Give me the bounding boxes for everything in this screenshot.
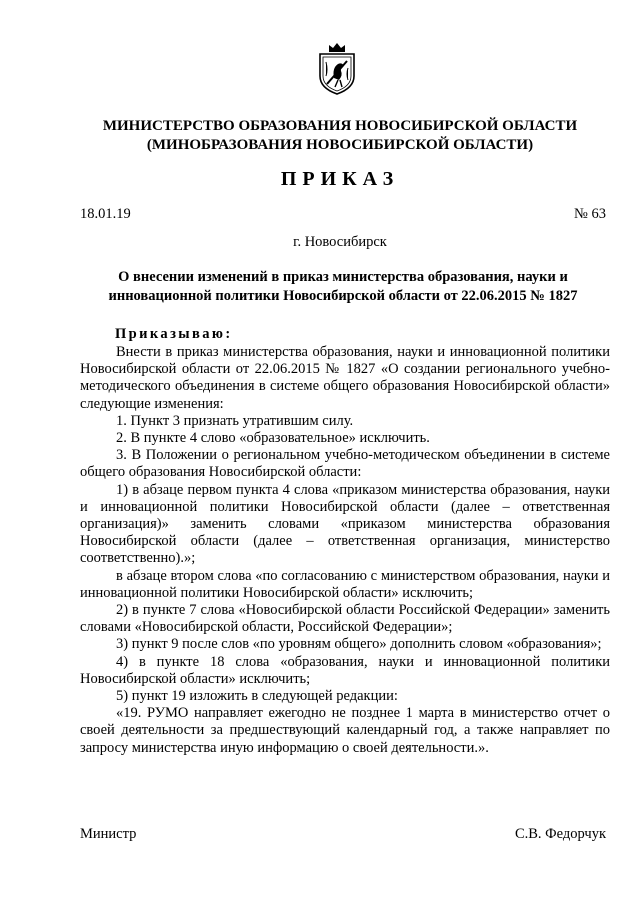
coat-of-arms-icon	[314, 40, 360, 96]
body-paragraph: Внести в приказ министерства образования, науки и инновационной политики Новосибирской области от 22.06.2015 № 1827 «О создании регионального учебно-методического объединения в системе общего образования Новосибирской области» следующие изменения:	[80, 344, 610, 412]
order-date: 18.01.19	[80, 206, 131, 222]
order-city: г. Новосибирск	[293, 234, 387, 250]
order-body	[80, 344, 610, 757]
order-number: № 63	[574, 206, 606, 222]
signer-role: Министр	[80, 826, 137, 842]
body-paragraph: 2. В пункте 4 слово «образовательное» исключить.	[116, 430, 430, 447]
body-paragraph: 4) в пункте 18 слова «образования, науки и инновационной политики Новосибирской области» исключить;	[80, 653, 610, 687]
body-paragraph: 1) в абзаце первом пункта 4 слова «приказом министерства образования, науки и инновационной политики Новосибирской области (далее – ответственная организация)» заменить словами «приказом министерства образования Новосибирской области (далее – ответственная организация, министерство соответственно).»;	[80, 481, 610, 567]
body-paragraph: 3) пункт 9 после слов «по уровням общего» дополнить словом «образования»;	[116, 636, 602, 653]
body-paragraph: 5) пункт 19 изложить в следующей редакции:	[116, 688, 398, 705]
body-paragraph: «19. РУМО направляет ежегодно не позднее 1 марта в министерство отчет о своей деятельности за предшествующий календарный год, а также направляет по запросу министерства иную информацию о своей деятельности.».	[80, 705, 610, 756]
body-paragraph: 1. Пункт 3 признать утратившим силу.	[116, 412, 354, 429]
order-word: Приказываю:	[115, 326, 233, 342]
signer-name: С.В. Федорчук	[514, 826, 606, 842]
body-paragraph: 3. В Положении о региональном учебно-методическом объединении в системе общего образования Новосибирской области:	[80, 447, 610, 481]
ministry-name: МИНИСТЕРСТВО ОБРАЗОВАНИЯ НОВОСИБИРСКОЙ ОБЛАСТИ	[102, 118, 578, 134]
document-type-title: ПРИКАЗ	[280, 168, 400, 190]
body-paragraph: 2) в пункте 7 слова «Новосибирской области Российской Федерации» заменить словами «Новосибирской области, Российской Федерации»;	[80, 602, 610, 636]
body-paragraph: в абзаце втором слова «по согласованию с министерством образования, науки и инновационной политики Новосибирской области» исключить;	[80, 567, 610, 601]
ministry-short-name: (МИНОБРАЗОВАНИЯ НОВОСИБИРСКОЙ ОБЛАСТИ)	[146, 137, 534, 153]
order-subject: О внесении изменений в приказ министерства образования, науки и инновационной политики Новосибирской области от 22.06.2015 № 1827	[108, 269, 578, 304]
